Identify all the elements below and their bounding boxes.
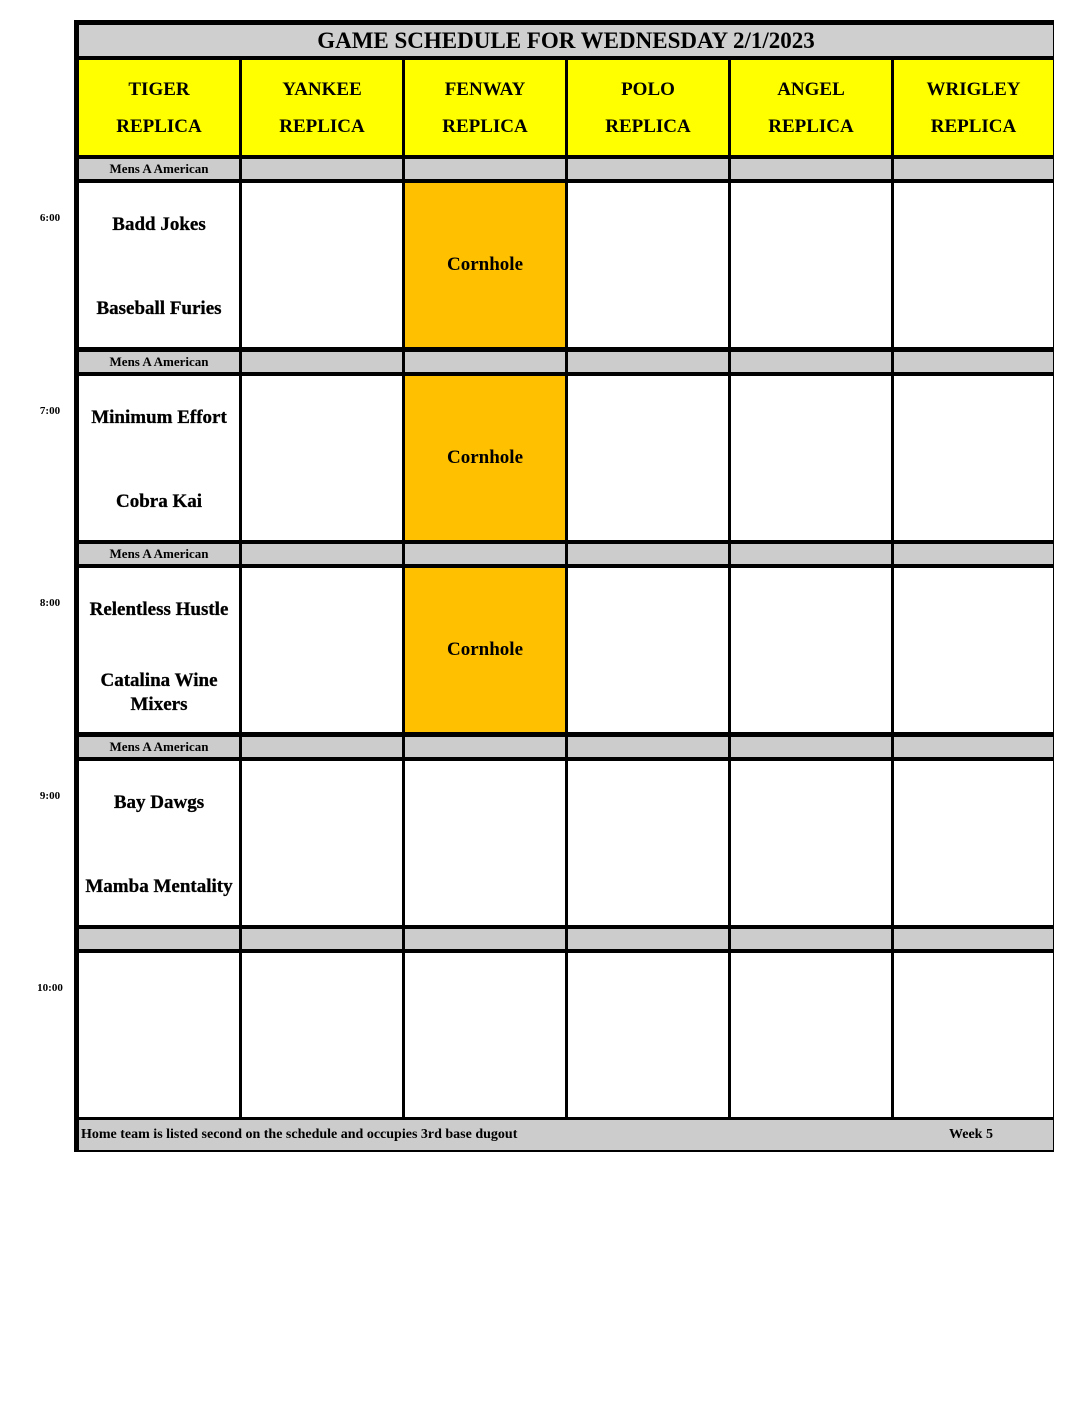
division-cell bbox=[894, 737, 1053, 757]
time-label: 7:00 bbox=[39, 405, 61, 417]
game-slot bbox=[79, 568, 239, 732]
game-slot bbox=[242, 183, 402, 347]
division-label: Mens A American bbox=[79, 544, 239, 564]
field-name: ANGEL bbox=[777, 78, 845, 100]
game-slot bbox=[79, 183, 239, 347]
game-slot bbox=[405, 761, 565, 925]
division-cell bbox=[568, 544, 728, 564]
division-cell bbox=[405, 159, 565, 179]
home-team: Cobra Kai bbox=[115, 491, 203, 512]
field-subtitle: REPLICA bbox=[930, 115, 1017, 137]
game-slot bbox=[79, 953, 239, 1117]
time-label: 10:00 bbox=[37, 982, 63, 994]
field-header bbox=[242, 60, 402, 155]
division-cell bbox=[242, 159, 402, 179]
game-slot bbox=[894, 183, 1053, 347]
division-cell bbox=[731, 159, 891, 179]
game-slot bbox=[894, 568, 1053, 732]
division-cell bbox=[894, 352, 1053, 372]
division-cell bbox=[405, 929, 565, 949]
division-label: Mens A American bbox=[79, 159, 239, 179]
division-cell bbox=[731, 352, 891, 372]
field-subtitle: REPLICA bbox=[605, 115, 691, 137]
schedule-title: GAME SCHEDULE FOR WEDNESDAY 2/1/2023 bbox=[79, 25, 1053, 56]
division-cell bbox=[894, 544, 1053, 564]
division-cell bbox=[568, 159, 728, 179]
field-name: WRIGLEY bbox=[926, 78, 1021, 100]
division-label: Mens A American bbox=[79, 352, 239, 372]
game-slot bbox=[894, 953, 1053, 1117]
game-slot bbox=[242, 568, 402, 732]
game-slot bbox=[568, 568, 728, 732]
division-cell bbox=[731, 929, 891, 949]
game-slot bbox=[568, 183, 728, 347]
game-slot bbox=[405, 568, 565, 732]
field-subtitle: REPLICA bbox=[116, 115, 202, 137]
field-header bbox=[79, 60, 239, 155]
field-subtitle: REPLICA bbox=[768, 115, 854, 137]
game-slot bbox=[242, 376, 402, 540]
game-slot bbox=[731, 568, 891, 732]
activity-label: Cornhole bbox=[447, 254, 523, 275]
schedule-table bbox=[74, 20, 1054, 1152]
field-name: POLO bbox=[621, 78, 675, 100]
division-cell bbox=[731, 544, 891, 564]
home-team: Baseball Furies bbox=[96, 298, 222, 319]
field-header bbox=[731, 60, 891, 155]
game-slot bbox=[894, 376, 1053, 540]
time-label: 9:00 bbox=[39, 790, 61, 802]
game-slot bbox=[405, 953, 565, 1117]
division-cell bbox=[731, 737, 891, 757]
division-cell bbox=[242, 544, 402, 564]
division-cell bbox=[568, 737, 728, 757]
game-slot bbox=[242, 953, 402, 1117]
field-header bbox=[405, 60, 565, 155]
time-label: 8:00 bbox=[39, 597, 61, 609]
away-team: Minimum Effort bbox=[91, 407, 227, 428]
activity-label: Cornhole bbox=[447, 639, 523, 660]
home-team: Catalina Wine Mixers bbox=[100, 670, 218, 715]
division-cell bbox=[568, 929, 728, 949]
game-slot bbox=[731, 953, 891, 1117]
division-cell bbox=[242, 737, 402, 757]
field-header bbox=[894, 60, 1053, 155]
division-cell bbox=[568, 352, 728, 372]
field-name: TIGER bbox=[128, 78, 190, 100]
schedule-footer bbox=[79, 1120, 1053, 1150]
division-cell bbox=[894, 929, 1053, 949]
home-team: Mamba Mentality bbox=[85, 876, 233, 897]
away-team: Bay Dawgs bbox=[113, 792, 205, 813]
game-slot bbox=[79, 761, 239, 925]
game-slot bbox=[405, 183, 565, 347]
division-cell bbox=[242, 929, 402, 949]
division-label: Mens A American bbox=[79, 737, 239, 757]
division-cell bbox=[405, 544, 565, 564]
game-slot bbox=[894, 761, 1053, 925]
division-cell bbox=[242, 352, 402, 372]
field-subtitle: REPLICA bbox=[279, 115, 365, 137]
footer-note: Home team is listed second on the schedule and occupies 3rd base dugout bbox=[81, 1127, 518, 1142]
field-subtitle: REPLICA bbox=[442, 115, 528, 137]
division-cell bbox=[894, 159, 1053, 179]
game-slot bbox=[568, 953, 728, 1117]
division-label bbox=[79, 929, 239, 949]
field-header bbox=[568, 60, 728, 155]
week-label: Week 5 bbox=[949, 1127, 993, 1142]
division-cell bbox=[405, 352, 565, 372]
activity-label: Cornhole bbox=[447, 447, 523, 468]
away-team: Relentless Hustle bbox=[89, 599, 229, 620]
field-name: YANKEE bbox=[282, 78, 362, 100]
division-cell bbox=[405, 737, 565, 757]
field-name: FENWAY bbox=[444, 78, 526, 100]
game-slot bbox=[79, 376, 239, 540]
game-slot bbox=[405, 376, 565, 540]
game-slot bbox=[568, 376, 728, 540]
game-slot bbox=[568, 761, 728, 925]
game-slot bbox=[731, 183, 891, 347]
away-team: Badd Jokes bbox=[112, 214, 206, 235]
game-slot bbox=[242, 761, 402, 925]
time-label: 6:00 bbox=[39, 212, 61, 224]
game-slot bbox=[731, 376, 891, 540]
game-slot bbox=[731, 761, 891, 925]
